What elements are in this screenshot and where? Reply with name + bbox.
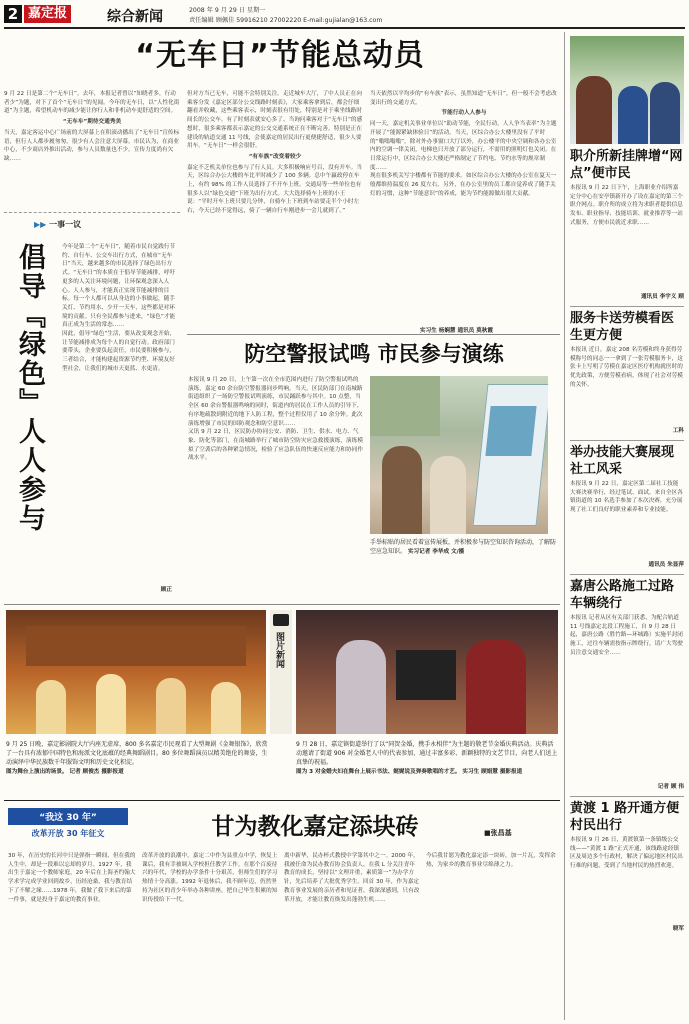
lead-headline: “无车日”节能总动员	[135, 38, 425, 73]
drill-para-2: 又讯 9 月 22 日，区民防办协同公安、消防、卫生、供水、电力、气象、防化等部门，在南城路举行了城市防空防灾应急救援演练，演练模拟了空袭后的各种紧急情况，检验了应急队伍的快速反应能力和协同作战水平。	[188, 429, 363, 462]
commentary-author: 顾正	[160, 587, 172, 593]
series-tag-title: “我这 30 年”	[8, 808, 128, 825]
brief-1-body: 本报讯 9 月 22 日下午，上海职业介绍所嘉定分中心在安亭镇新开办了设在嘉定的第三个职介网点。职介所的成立将为求职者提供信息发布、职业指导、技能培训、就业推荐等一站式服务，方便市民就近求职……	[570, 185, 683, 226]
lead-subhead-3: 节能行动人人参与	[441, 110, 487, 117]
commentary-para-1: 今年是第二个“无车日”，随着市民自觉践行节约、自行车、公交车出行方式，在城市“无车日”当天，越来越多的市民选择了绿色出行方式。“无车日”的本质在于倡导节能减排，呼吁更多的人关注环境问题，让环保观念深入人心。人人参与，才能真正实现节能减排的目标。每一个人都可以从身边的小事做起，随手关灯、节约用水、少开一天车，这些都是对环境的贡献。只有全民都参与进来，“绿色”才能真正成为生活的常态……	[62, 244, 176, 329]
essay-author: ■张昌基	[484, 829, 512, 837]
photo-news-label	[270, 610, 292, 734]
commentary-para-2: 因此，倡导“绿色”生活，要从改变观念开始，让节能减排成为每个人的自觉行动。政府部门要带头，企业要负起责任，市民要积极参与，三者结合，才能构建起资源节约型、环境友好型社会，让我们的城市天更蓝、水更清。	[62, 331, 176, 372]
essay-col-1: 30 年，在历史的长河中只是弹指一瞬间，但在我的人生中，却是一段难以忘却的岁月。1927 年，我出生于嘉定一个教师家庭，20 年后在上海圣约翰大学求学完成学业回到故乡，历经沧桑，我与教育结下了不解之缘……1978 年，我做了我下来后的第一件事，就是投身于嘉定的教育事业。	[8, 853, 136, 903]
photo-caption-2-text: 9 月 28 日，嘉定镇街道举行了以“同贺金婚，携手永相伴”为主题的敬老节金婚庆典活动。庆典活动邀请了街道 906 对金婚老人中的代表参加，通过丰富多彩、新颖独特的文艺节目，向老人们送上真挚的祝福。	[296, 741, 558, 766]
paper-name: 嘉定报	[24, 5, 71, 23]
brief-5-title: 黄渡 1 路开通方便村民出行	[570, 796, 684, 834]
photo-caption-2	[296, 740, 558, 794]
lead-col2b-text: 嘉定不乏机关单位也参与了行人员。大多积极响应号召，没有开车。当天，区综合办公大楼的车比平时减少了 100 多辆。总中午赢政停在车上，有约 98% 的工作人员选择了不开车上班。交通局等一些单位也有很多人以“绿色交通”下班为出行方式。大大选择骑车上班的小王说：“平时开车上班只要几分钟，自骑车上下班到车站要走半个小时左右，今天已经不觉得远，骑了一辆自行车刚进步一会儿就到了。”	[187, 164, 362, 215]
brief-4-body: 本报讯 记者从区有关部门获悉，为配合轨道 11 号线嘉定北段工程施工，自 9 月 28 日起，嘉唐公路（胜竹路—环城路）实施半封闭施工，过往车辆需按指示牌绕行，请广大驾驶员注意交通安全……	[570, 615, 683, 656]
lead-col-2	[187, 90, 363, 330]
brief-1-title: 职介所新挂牌增“网点”便市民	[570, 149, 683, 181]
brief-3-title: 举办技能大赛展现社工风采	[570, 440, 684, 478]
lead-col-3	[370, 90, 558, 320]
brief-3-byline: 通讯员 朱显萍	[648, 562, 684, 568]
drill-body	[188, 376, 364, 600]
drill-para-1: 本报讯 9 月 20 日，上午第一次在全市范围内进行了防空警报试鸣的演练，嘉定 60 余台防空警报器同步鸣响。当天，区民防部门在南城路街道组织了一场防空警报试鸣演练，市民踊跃参与其中。10 点整，当全区 60 余台警报器鸣响的同时，街道内的居民在工作人员的引导下，有序地疏散到附近的地下人防工程，整个过程仅用了 10 余分钟。此次演练增强了市民的国防观念和防空意识……	[188, 377, 363, 427]
lead-para-2: 当天，嘉定客运中心广场前的大屏幕上在积滚动播出了“无车日”宣传标语，但行人人都步履匆匆，很少有人会注意大屏幕。市民认为，在商业中心，不少商店外推出活动，参与人员数量也不少。宣传力度尚有欠缺……	[4, 129, 180, 162]
commentary-tag	[34, 219, 81, 230]
essay-col-3: 离中新华，民办杯式教授中学第其中之一。2000 年，我被任命为民办教育协会负责人，在我 L 分关注青年教育的成长，坚持以“文理并重，素质第一”为办学方针，先后培养了大批优秀学生。回首 30 年，作为嘉定教育事业发展的亲历者和见证者，我深深感到，只有改革开放，才能让教育焕发出蓬勃生机……	[284, 853, 420, 903]
editor-line: 责任编辑 顾佩佳 59916210 27002220 E-mail:gujialan@163.com	[189, 17, 383, 24]
right-column	[570, 148, 684, 932]
brief-5-body: 本报讯 9 月 26 日，黄渡镇第一条镇级公交线——“黄渡 1 路”正式开通，该线路途经镇区及周边多个行政村，解决了偏远地区村民出行难的问题，受到了当地村民的热烈欢迎。	[570, 837, 683, 870]
commentary-tag-label: 一事一议	[49, 220, 82, 229]
series-tag-sub: 改革开放 30 年征文	[31, 829, 105, 838]
brief-2-byline: 工科	[672, 428, 684, 434]
essay-col-4: 今后我甘愿为教化嘉定添一块砖，加一片瓦，发挥余热，为家乡的教育事业尽绵薄之力。	[426, 853, 556, 868]
lead-col2-text: 但对方当已无车，可能不会特别关注。走近城车大厅，了中人员正在向乘客分发《嘉定区部分公交线路时刻表》，大家乘客拿到后，都会仔细翻看并收藏，这些乘客表示，时刻表很有用处，特别是对于乘坐线路时间长的公交车。有了时刻表就安心多了。当询问乘客对于“无车日”的感想时，很多乘客都表示嘉定的公交交通系统正在不断完善，特别是正在建设的轨道交通 11 号线，会使嘉定的居民出行更便捷舒适，很少人要用车。“无车日”一样会很舒。	[187, 91, 363, 150]
lead-col3-text: 当天依然以平均步的“有车族”表示，虽然知道“无车日”，但一般不会考虑改变出行的交通方式。	[370, 91, 557, 106]
commentary-body	[62, 243, 178, 543]
job-office-photo	[570, 36, 684, 144]
photo-caption-1-text: 9 月 25 日晚，嘉定影剧院大厅内座无虚席，800 多名嘉定市民观看了大型舞剧《金舞银饰》，欣赏了一台具有浓郁中国特色和海派文化底蕴的经典舞蹈剧目。80 多位舞蹈演员以精美绝伦的舞姿，生动演绎中华民族数千年服饰文明和历史文化积淀。	[6, 741, 268, 766]
arrow-icon: ▶▶	[34, 220, 47, 229]
essay-col-2: 改革开放的浪潮中，嘉定二中作为县重点中学，恢复上课后，我有幸被调入学校担任教学工作。在那个百废待兴的年代，学校的办学条件十分艰苦，但师生们的学习热情十分高涨。1992 年退休后，我不顾年迈，仍然坚持为社区的青少年举办各种讲座，把自己毕生积累的知识传授给下一代。	[142, 853, 278, 903]
section-name: 综合新闻	[107, 9, 163, 25]
photo-credit-2: 图为 3 对金婚夫妇在舞台上展示书法、娓娓说及弹奏歌唱的才艺。 实习生 顾娟慧 摄影报道	[296, 769, 523, 775]
essay-headline: 甘为教化嘉定添块砖	[211, 814, 419, 840]
brief-5-byline: 晓军	[672, 926, 684, 932]
lead-col3b-text: 同一天，嘉定机关事业单位以“助动节能，全民行动，人人争当表率”为主题开展了“能源紧缺体验日”的活动。当天，区综合办公大楼里没有了平时的“嗡嗡嗡嗡”，除对外办事窗口大厅以外，办公楼平的中央空调和各办公室内的空调一律关闭，电梯也只开放了部分运行，不需用的照明灯也关闭。在日常运行中，区综合办公大楼还严格制定了节约电、节约水等的规章制度……	[370, 121, 557, 171]
date-line: 2008 年 9 月 29 日 星期一	[189, 7, 266, 14]
lead-subhead-2: “有车族”改变着较少	[248, 153, 302, 160]
lead-col3c-text: 现在很多机关写字楼都有节能的要求。如区综合办公大楼的办公室在夏天一般都维持温度在 26 度左右，另外，在办公室里的员工都自觉养成了随手关灯的习惯，这种“节能意识”的养成，能为节约能源做出很大贡献。	[370, 173, 557, 197]
drill-caption-text: 手举标贴的居民看着宣传展板，并积极参与防空知识咨询活动，了解防空应急知识。	[370, 539, 556, 555]
commentary-title: 倡导『绿色』人人参与	[14, 243, 45, 533]
lead-col-1	[4, 90, 180, 208]
page-number: 2	[4, 5, 22, 23]
brief-2-body: 本报讯 近日，嘉定 208 名劳模和终身获得劳模称号的同志一一拿到了一张劳模服务卡，这张卡上写明了劳模在嘉定区医疗机构就医时的优先政策，方便劳模看病，体现了社会对劳模的关怀。	[570, 347, 683, 388]
brief-3-body: 本报讯 9 月 22 日，嘉定区第二届社工技能大赛决赛举行，经过笔试、面试，来自全区各镇街道的 10 名选手参加了本次决赛，充分展现了社工们良好的职业素养和专业技能。	[570, 481, 683, 514]
series-tag	[8, 808, 128, 844]
lead-reporter: 实习生 杨娴慧 通讯员 莫秋霞	[420, 328, 493, 334]
brief-2-title: 服务卡送劳模看医生更方便	[570, 306, 684, 344]
commentary-box	[4, 212, 180, 601]
golden-wedding-photo	[296, 610, 558, 734]
lead-para-1: 9 月 22 日是第二个“无车日”。去年，本报记者曾以“知晓者多，行动者少”为题，对下了首个“无车日”的见闻。今年的无车日，以“人性化街道”为主题，希望机动车的减少能让你行人和非机动车更舒适的空间。	[4, 91, 180, 115]
drill-headline: 防空警报试鸣 市民参与演练	[244, 342, 504, 366]
lead-subhead-1: “无车车”期待交通秀美	[62, 119, 122, 126]
dance-photo	[6, 610, 266, 734]
brief-4-title: 嘉唐公路施工过路车辆绕行	[570, 574, 684, 612]
photo-caption-1	[6, 740, 268, 794]
drill-caption	[370, 538, 556, 586]
masthead	[0, 0, 689, 30]
photo-news-label-text: 图片新闻	[274, 632, 284, 668]
brief-1-byline: 通讯员 李宇义 顾	[640, 294, 684, 300]
drill-credit: 实习记者 李华成 文/摄	[407, 549, 465, 555]
camera-icon	[273, 614, 289, 626]
drill-photo	[370, 376, 548, 534]
photo-credit-1: 图为舞台上演出的场景。 记者 顾俊杰 摄影报道	[6, 769, 124, 775]
brief-4-byline: 记者 顾 伟	[657, 784, 684, 790]
